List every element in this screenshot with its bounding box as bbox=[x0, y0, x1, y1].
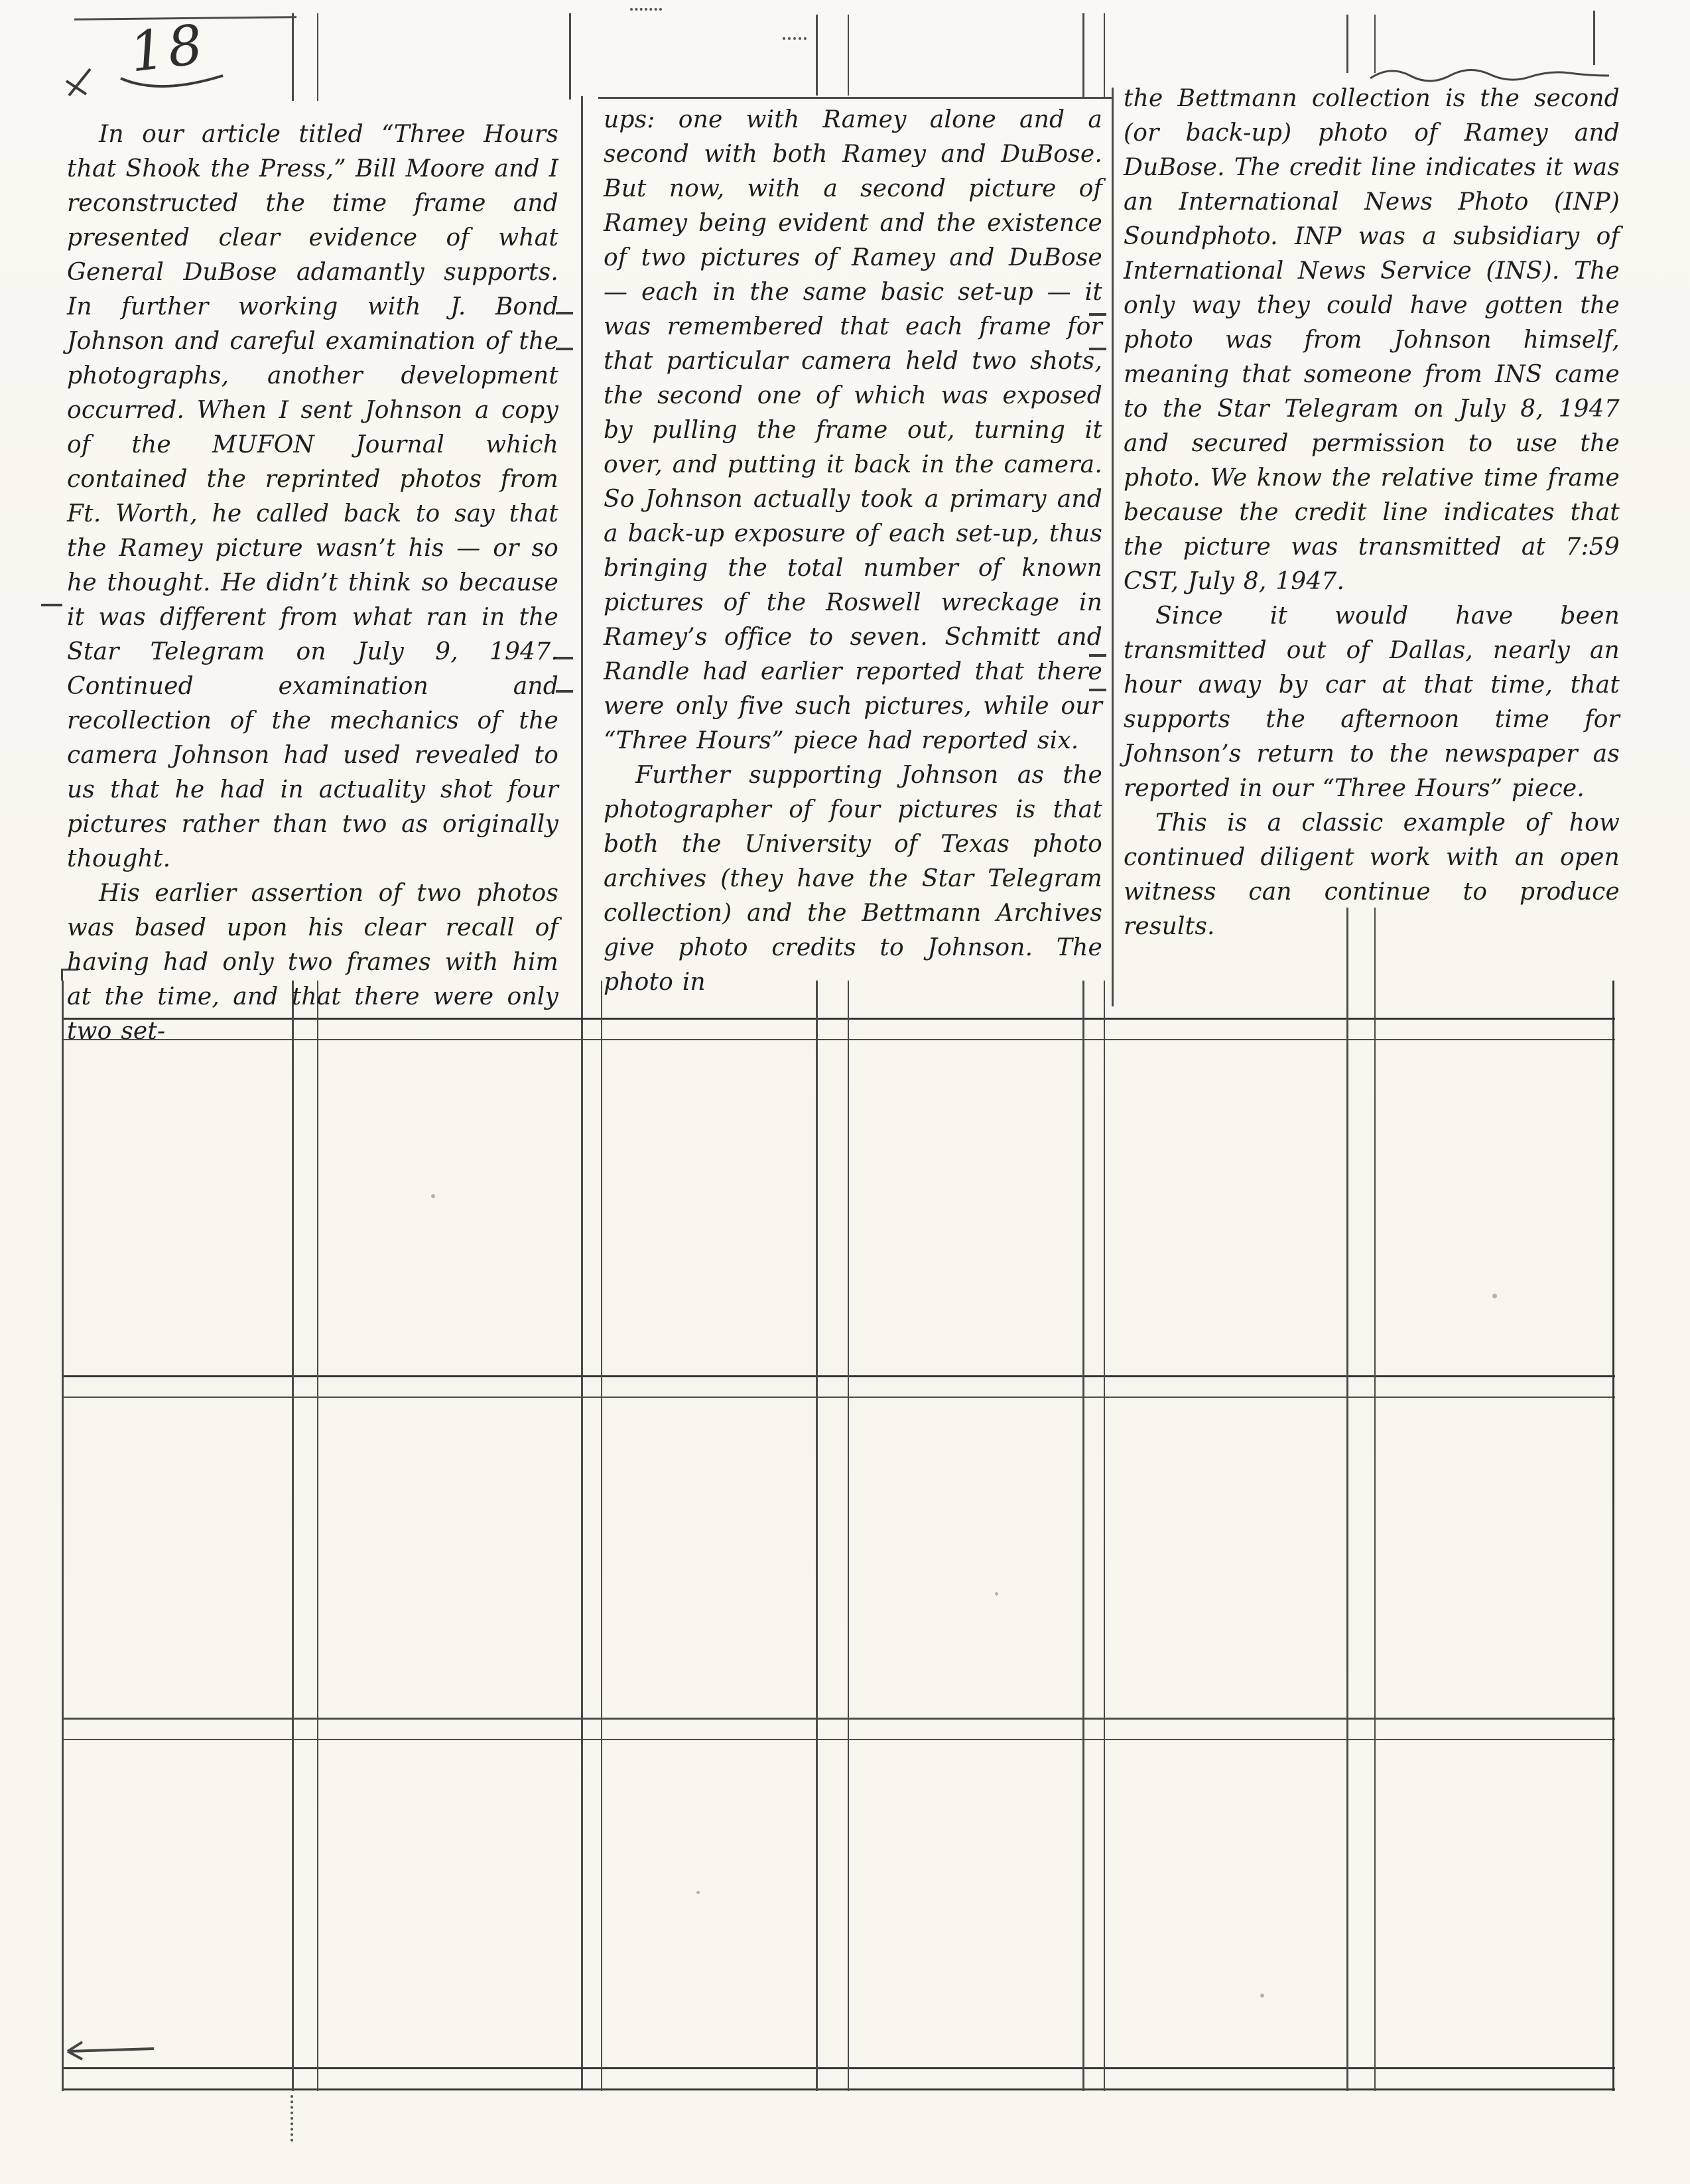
grid-line bbox=[1346, 908, 1348, 2091]
grid-line bbox=[1104, 981, 1105, 2091]
grid-line bbox=[317, 981, 318, 2091]
grid-line bbox=[601, 981, 602, 2091]
grid-line bbox=[63, 1739, 1615, 1740]
grid-line bbox=[292, 13, 294, 101]
grid-line bbox=[63, 1397, 1615, 1398]
grid-line bbox=[816, 981, 818, 2091]
grid-line bbox=[1082, 981, 1084, 2091]
scan-dotted-mark bbox=[630, 8, 662, 11]
grid-line bbox=[569, 13, 571, 100]
scan-speck bbox=[1260, 1994, 1264, 1998]
scan-dotted-mark bbox=[783, 37, 807, 40]
grid-line bbox=[63, 2067, 1615, 2069]
grid-line bbox=[317, 13, 318, 101]
column-divider-line bbox=[581, 96, 583, 2090]
arrow-mark bbox=[58, 2035, 158, 2065]
stray-dash-mark bbox=[41, 604, 62, 606]
grid-line bbox=[598, 97, 1113, 99]
grid-line bbox=[62, 981, 64, 2091]
grid-line bbox=[292, 981, 294, 2091]
article-column-2 bbox=[604, 103, 1102, 1000]
grid-line bbox=[816, 15, 818, 96]
handwritten-underline-mark bbox=[117, 70, 229, 100]
scan-speck bbox=[696, 1891, 700, 1894]
grid-line bbox=[848, 981, 849, 2091]
article-paragraph: Further supporting Johnson as the photographer of four pictures is that both the University of Texas photo archives (they have the Star Telegram collection) and the Bettmann Archives give photo credits to Johnson. The photo in bbox=[604, 762, 1102, 996]
scan-speck bbox=[995, 1592, 998, 1596]
grid-line bbox=[1612, 981, 1614, 2091]
grid-line bbox=[1593, 11, 1595, 65]
grid-line bbox=[1346, 15, 1348, 73]
article-column-3 bbox=[1124, 82, 1620, 944]
handwritten-page-number: 18 bbox=[126, 13, 210, 85]
article-paragraph: the Bettmann collection is the second (or back-up) photo of Ramey and DuBose. The credit line indicates it was an International News Photo (INP) Soundphoto. INP was a subsidiary of International News Service (INS). The only way they could have gotten the photo was from Johnson himself, meaning that someone from INS came to the Star Telegram on July 8, 1947 and secured permission to use the photo. We know the relative time frame because the credit line indicates that the picture was transmitted at 7:59 CST, July 8, 1947. bbox=[1124, 85, 1620, 595]
grid-line bbox=[1082, 13, 1084, 97]
handwritten-stray-mark bbox=[64, 64, 111, 101]
grid-line bbox=[848, 15, 849, 96]
grid-line bbox=[63, 1718, 1615, 1720]
article-paragraph: ups: one with Ramey alone and a second with both Ramey and DuBose. But now, with a second picture of Ramey being evident and the existence of two pictures of Ramey and DuBose — each in the same basic set-up — it was remembered that each frame for that particular camera held two shots, the second one of which was exposed by pulling the frame out, turning it over, and putting it back in the camera. So Johnson actually took a primary and a back-up exposure of each set-up, thus bringing the total number of known pictures of the Roswell wreckage in Ramey’s office to seven. Schmitt and Randle had earlier reported that there were only five such pictures, while our “Three Hours” piece had reported six. bbox=[604, 106, 1102, 754]
article-paragraph: His earlier assertion of two photos was based upon his clear recall of having had only two frames with him at the time, and that there were only two set- bbox=[67, 880, 558, 1045]
scan-speck bbox=[1492, 1294, 1497, 1298]
grid-line bbox=[1104, 13, 1105, 97]
article-paragraph: In our article titled “Three Hours that Shook the Press,” Bill Moore and I reconstructed the time frame and presented clear evidence of what General DuBose adamantly supports. In further working with J. Bond Johnson and careful examination of the photographs, another development occurred. When I sent Johnson a copy of the MUFON Journal which contained the reprinted photos from Ft. Worth, he called back to say that the Ramey picture wasn’t his — or so he thought. He didn’t think so because it was different from what ran in the Star Telegram on July 9, 1947. Continued examination and recollection of the mechanics of the camera Johnson had used revealed to us that he had in actuality shot four pictures rather than two as originally thought. bbox=[67, 121, 558, 872]
article-paragraph: This is a classic example of how continued diligent work with an open witness can continue to produce results. bbox=[1124, 809, 1620, 940]
article-column-1 bbox=[67, 117, 558, 1049]
grid-line bbox=[63, 2088, 1615, 2090]
column-divider-line bbox=[1112, 88, 1114, 1006]
grid-line bbox=[63, 1375, 1615, 1377]
scan-dotted-mark bbox=[291, 2095, 293, 2142]
article-paragraph: Since it would have been transmitted out of Dallas, nearly an hour away by car at that time, that supports the afternoon time for Johnson’s return to the newspaper as reported in our “Three Hours” piece. bbox=[1124, 602, 1620, 802]
grid-line bbox=[1374, 908, 1376, 2091]
scan-speck bbox=[431, 1194, 435, 1198]
